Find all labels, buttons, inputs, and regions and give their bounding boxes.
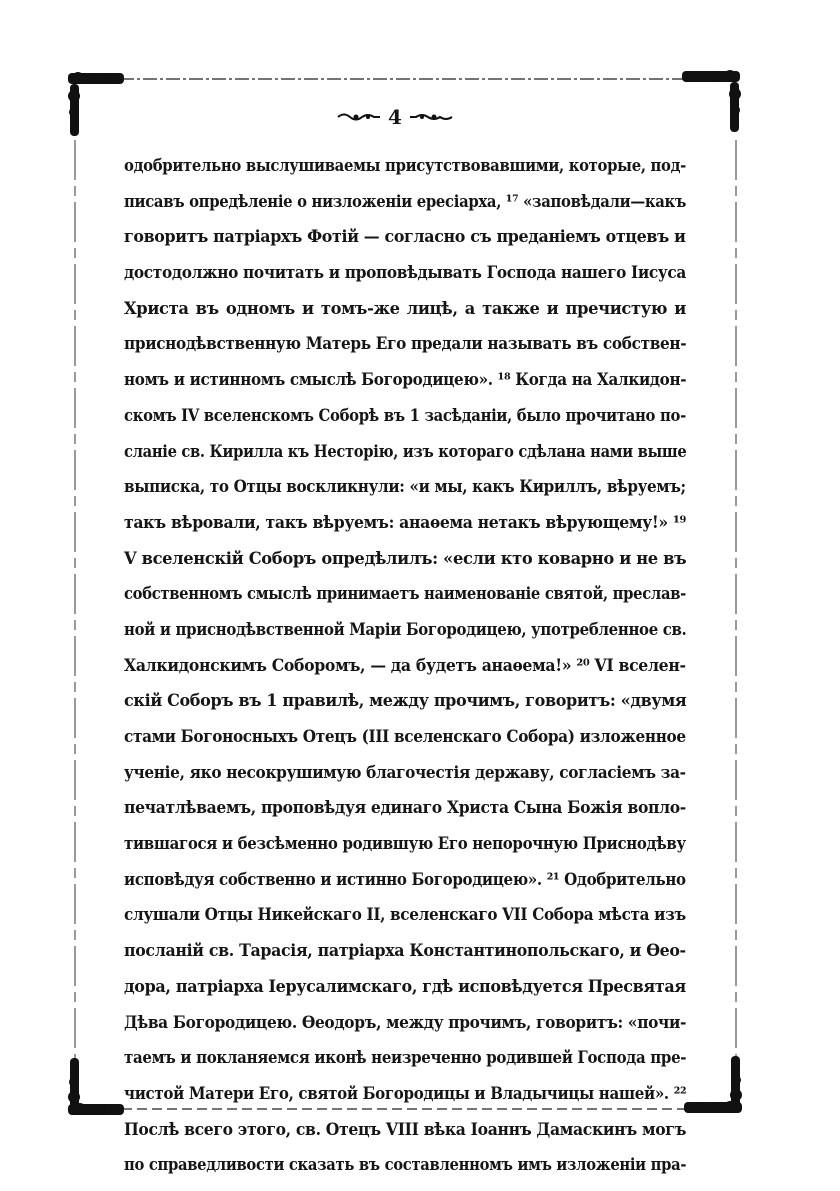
- text-line: ной и приснодѣвственной Маріи Богородицею, употребленное св.: [124, 619, 687, 639]
- text-line: приснодѣвственную Матерь Его предали называть въ собствен-: [124, 334, 687, 354]
- text-line: по справедливости сказать въ составленномъ имъ изложеніи пра-: [124, 1155, 687, 1175]
- text-line: собственномъ смыслѣ принимаетъ наименованіе святой, преслав-: [124, 584, 686, 604]
- header-ornament-right-icon: [408, 111, 454, 123]
- page-header: [330, 103, 460, 131]
- text-line: скій Соборъ въ 1 правилѣ, между прочимъ, говоритъ: «двумя: [124, 691, 687, 711]
- text-line: дора, патріарха Іерусалимскаго, гдѣ исповѣдуется Пресвятая: [124, 976, 686, 996]
- text-line: Дѣва Богородицею. Ѳеодоръ, между прочимъ, говоритъ: «почи-: [124, 1012, 687, 1032]
- text-line: стами Богоносныхъ Отецъ (III вселенскаго Собора) изложенное: [124, 727, 686, 746]
- text-line: номъ и истинномъ смыслѣ Богородицею». ¹⁸ Когда на Халкидон-: [124, 370, 687, 390]
- text-line: чистой Матери Его, святой Богородицы и Владычицы нашей». ²²: [124, 1083, 687, 1103]
- text-line: сланіе св. Кирилла къ Несторію, изъ котораго сдѣлана нами выше: [124, 441, 687, 461]
- text-line: писавъ опредѣленіе о низложеніи ересіарха, ¹⁷ «заповѣдали—какъ: [124, 191, 687, 211]
- text-line: достодолжно почитать и проповѣдывать Господа нашего Іисуса: [124, 263, 687, 283]
- text-line: слушали Отцы Никейскаго II, вселенскаго VII Собора мѣста изъ: [124, 905, 686, 925]
- text-line: V вселенскій Соборъ опредѣлилъ: «если кто коварно и не въ: [124, 548, 687, 568]
- text-line: исповѣдуя собственно и истинно Богородицею». ²¹ Одобрительно: [124, 869, 686, 889]
- text-line: одобрительно выслушиваемы присутствовавшими, которые, под-: [124, 156, 687, 175]
- text-line: печатлѣваемъ, проповѣдуя единаго Христа Сына Божія вопло-: [124, 798, 686, 818]
- text-line: тившагося и безсѣменно родившую Его непорочную Приснодѣву: [124, 834, 686, 854]
- header-ornament-left-icon: [336, 111, 382, 123]
- text-line: выписка, то Отцы воскликнули: «и мы, какъ Кириллъ, вѣруемъ;: [124, 477, 686, 497]
- text-line: посланій св. Тарасія, патріарха Константинопольскаго, и Ѳео-: [124, 941, 686, 961]
- corner-ornament-top-left: [68, 72, 124, 136]
- body-text: [124, 148, 686, 1183]
- corner-ornament-bottom-left: [68, 1058, 124, 1115]
- text-line: Послѣ всего этого, св. Отецъ VIII вѣка Іоаннъ Дамаскинъ могъ: [124, 1119, 687, 1139]
- text-line: Халкидонскимъ Соборомъ, — да будетъ анаѳема!» ²⁰ VI вселен-: [124, 655, 686, 675]
- text-line: говоритъ патріархъ Фотій — согласно съ преданіемъ отцевъ и: [124, 227, 686, 247]
- page-number: 4: [388, 105, 402, 129]
- text-line: Христа въ одномъ и томъ-же лицѣ, а также и пречистую и: [124, 298, 686, 318]
- corner-ornament-top-right: [682, 70, 741, 132]
- text-line: такъ вѣровали, такъ вѣруемъ: анаѳема нетакъ вѣрующему!» ¹⁹: [124, 512, 687, 532]
- corner-ornament-bottom-right: [684, 1056, 742, 1113]
- text-line: скомъ IV вселенскомъ Соборѣ въ 1 засѣданіи, было прочитано по-: [124, 405, 686, 425]
- text-line: ученіе, яко несокрушимую благочестія державу, согласіемъ за-: [124, 762, 686, 782]
- text-line: таемъ и покланяемся иконѣ неизреченно родившей Господа пре-: [124, 1048, 687, 1068]
